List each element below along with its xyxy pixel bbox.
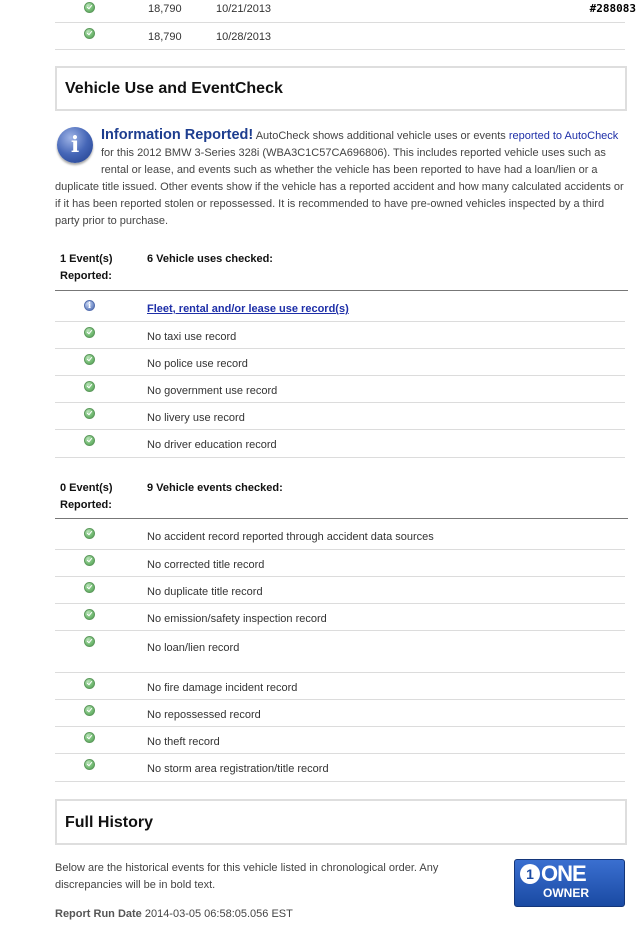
check-icon — [84, 2, 95, 13]
use-text: No driver education record — [147, 439, 277, 451]
info-icon: i — [57, 127, 93, 163]
check-icon — [84, 555, 95, 566]
check-icon — [84, 759, 95, 770]
use-text: No livery use record — [147, 412, 245, 424]
use-row — [55, 430, 625, 458]
event-row — [55, 519, 625, 550]
use-text: No government use record — [147, 385, 278, 397]
event-text: No duplicate title record — [147, 586, 263, 598]
event-row — [55, 631, 625, 673]
uses-checked-label: 6 Vehicle uses checked: — [147, 253, 273, 265]
check-icon — [84, 705, 95, 716]
odometer-value: 18,790 — [148, 3, 182, 15]
event-text: No accident record reported through accident data sources — [147, 531, 434, 543]
reported-to-autocheck-link[interactable]: reported to AutoCheck — [508, 130, 619, 142]
vehicle-use-header — [55, 66, 627, 111]
use-row — [55, 322, 625, 349]
section-title: Vehicle Use and EventCheck — [65, 80, 283, 97]
uses-event-count: 1 Event(s) Reported: — [60, 253, 113, 282]
check-icon — [84, 28, 95, 39]
events-count: 0 Event(s) Reported: — [60, 482, 113, 511]
section-title: Full History — [65, 814, 154, 831]
fleet-rental-lease-link[interactable]: Fleet, rental and/or lease use record(s) — [147, 303, 349, 315]
check-icon — [84, 381, 95, 392]
date-value: 10/21/2013 — [216, 3, 272, 15]
report-run-date-value: 2014-03-05 06:58:05.056 EST — [141, 908, 293, 920]
event-text: No storm area registration/title record — [147, 763, 329, 775]
odometer-value: 18,790 — [148, 31, 182, 43]
use-row — [55, 403, 625, 430]
event-row — [55, 604, 625, 631]
check-icon — [84, 327, 95, 338]
reference-id: #288083 — [589, 2, 636, 15]
info-heading: Information Reported! — [101, 127, 254, 143]
check-icon — [84, 528, 95, 539]
use-text: No police use record — [147, 358, 248, 370]
full-history-header — [55, 799, 627, 845]
history-row — [55, 0, 625, 23]
check-icon — [84, 435, 95, 446]
event-row — [55, 577, 625, 604]
event-row — [55, 727, 625, 754]
info-icon: i — [84, 300, 95, 311]
event-row — [55, 700, 625, 727]
check-icon — [84, 354, 95, 365]
check-icon — [84, 678, 95, 689]
check-icon — [84, 582, 95, 593]
check-icon — [84, 636, 95, 647]
info-paragraph: Information Reported! AutoCheck shows additional vehicle uses or events reported to AutoCheck for this 2012 BMW 3-Series 328i (WBA3C1C57CA696806). This includes reported vehicle uses such as rental or lease, and events such as whether the vehicle has been reported to have had a loan/lien or a duplicate title issued. Other events show if the vehicle has a reported accident and how many calculated accidents or if it has been reported stolen or repossessed. It is recommended to have pre-owned vehicles inspected by a third party prior to purchase. — [55, 127, 624, 227]
use-row — [55, 291, 625, 322]
event-text: No fire damage incident record — [147, 682, 298, 694]
report-run-date — [55, 906, 293, 923]
check-icon — [84, 732, 95, 743]
event-row — [55, 754, 625, 782]
event-row — [55, 673, 625, 700]
event-text: No loan/lien record — [147, 642, 240, 654]
check-icon — [84, 609, 95, 620]
date-value: 10/28/2013 — [216, 31, 272, 43]
full-history-description: Below are the historical events for this vehicle listed in chronological order. Any discrepancies will be in bold text. — [55, 862, 439, 891]
event-text: No emission/safety inspection record — [147, 613, 327, 625]
event-text: No corrected title record — [147, 559, 265, 571]
use-text: No taxi use record — [147, 331, 237, 343]
history-row — [55, 23, 625, 50]
one-owner-badge: 1 ONE OWNER — [514, 859, 625, 907]
event-text: No theft record — [147, 736, 220, 748]
use-row — [55, 376, 625, 403]
report-run-date-label: Report Run Date — [55, 908, 142, 920]
event-row — [55, 550, 625, 577]
event-text: No repossessed record — [147, 709, 261, 721]
use-row — [55, 349, 625, 376]
check-icon — [84, 408, 95, 419]
events-checked-label: 9 Vehicle events checked: — [147, 482, 283, 494]
